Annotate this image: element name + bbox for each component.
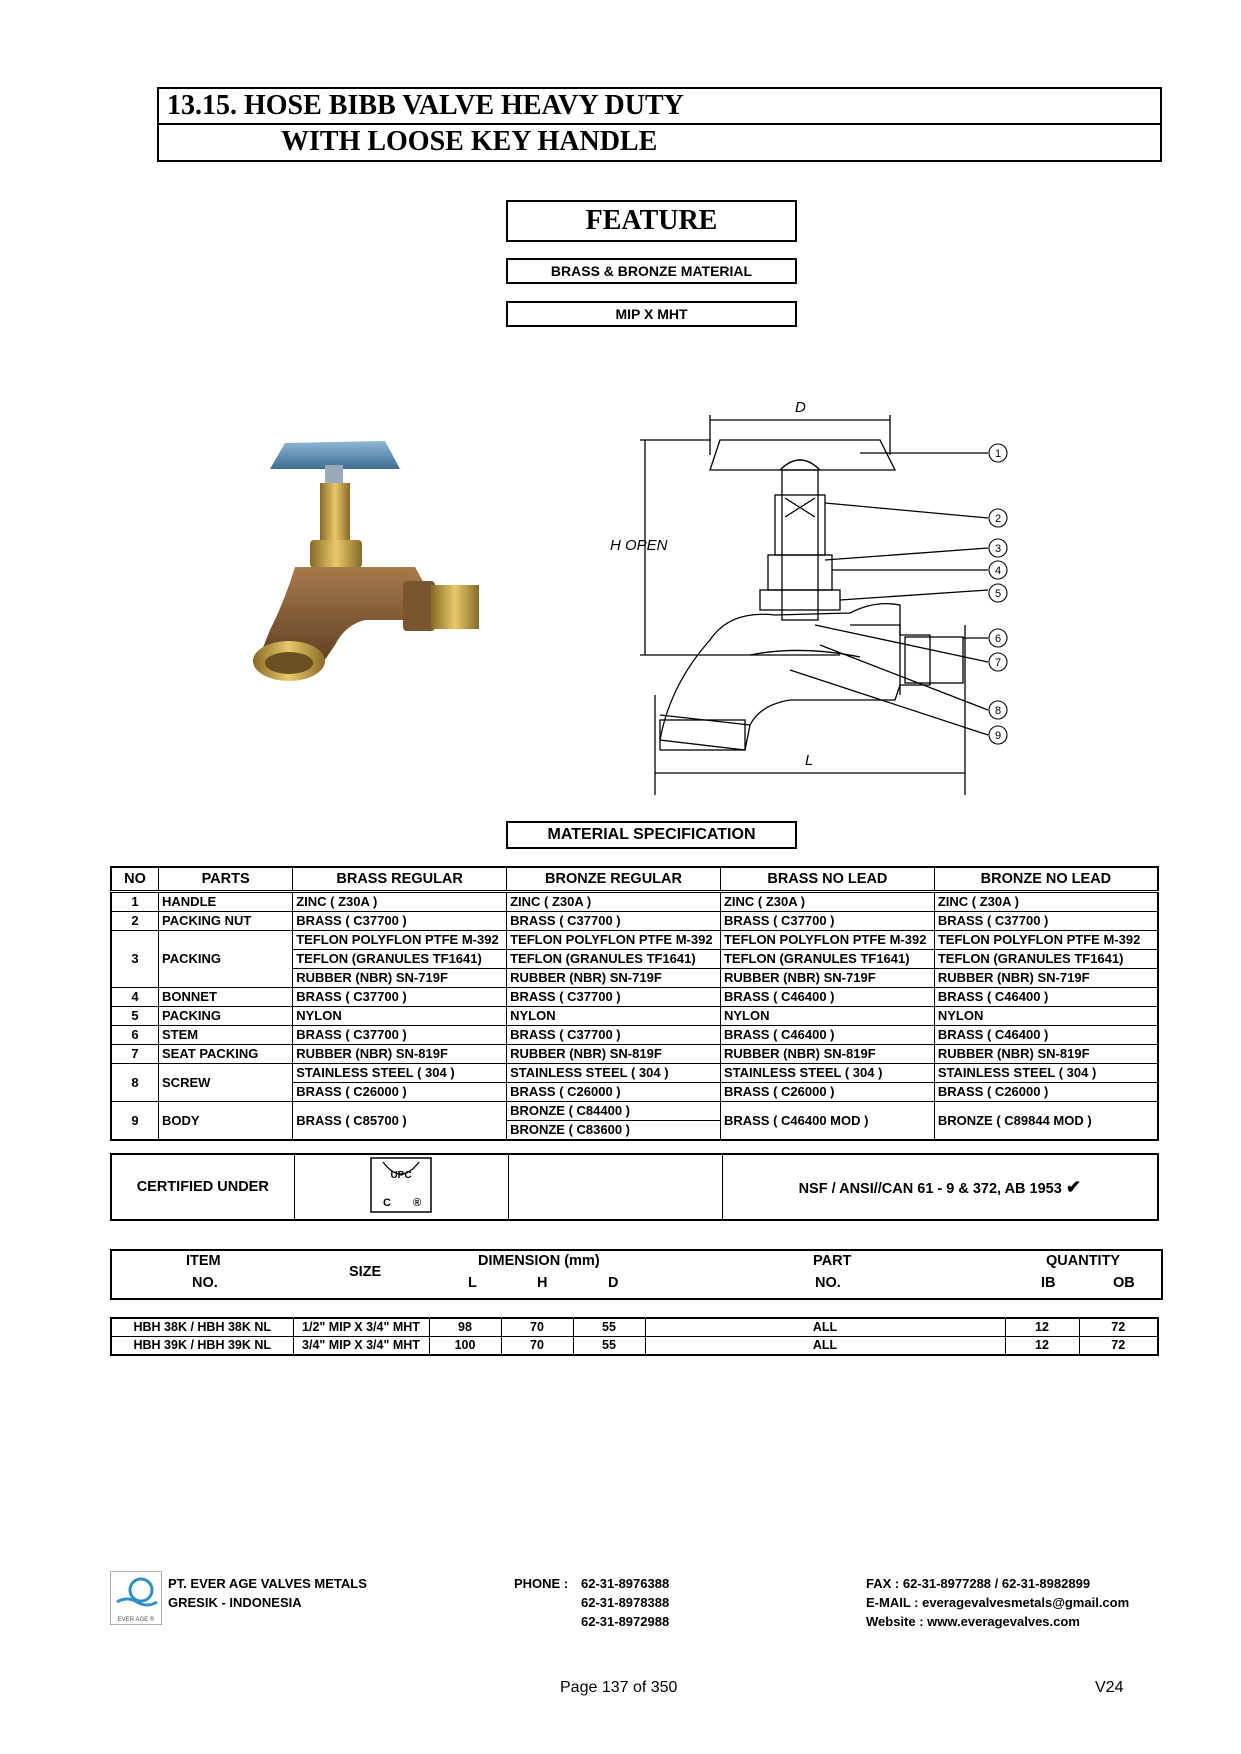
dim-l-label: L — [805, 752, 814, 769]
callout-7: 7 — [994, 657, 1002, 669]
mat-row — [111, 1007, 1158, 1026]
dim-cell-ob: 72 — [1079, 1318, 1158, 1337]
mat-value: RUBBER (NBR) SN-819F — [934, 1045, 1158, 1064]
wave-logo-icon — [111, 1572, 161, 1612]
mat-value: BRASS ( C37700 ) — [293, 988, 507, 1007]
dimension-row — [111, 1318, 1158, 1337]
mat-no: 6 — [111, 1026, 159, 1045]
mat-part: SCREW — [159, 1064, 293, 1102]
hdr-quantity: QUANTITY — [1046, 1253, 1121, 1269]
svg-text:®: ® — [413, 1197, 422, 1209]
dim-cell-l: 100 — [429, 1337, 501, 1356]
callout-5: 5 — [994, 588, 1002, 600]
mat-part: BODY — [159, 1102, 293, 1141]
title-line-1: 13.15. HOSE BIBB VALVE HEAVY DUTY — [159, 89, 1160, 125]
dim-cell-part: ALL — [645, 1318, 1005, 1337]
mat-value: RUBBER (NBR) SN-819F — [293, 1045, 507, 1064]
hdr-item-no: NO. — [192, 1275, 218, 1291]
dim-d-label: D — [795, 399, 806, 416]
mat-header-3: BRONZE REGULAR — [507, 867, 721, 892]
callout-6: 6 — [994, 633, 1002, 645]
mat-value: ZINC ( Z30A ) — [293, 892, 507, 912]
title-box — [157, 87, 1162, 162]
dim-cell-size: 3/4" MIP X 3/4" MHT — [293, 1337, 429, 1356]
mat-part: PACKING — [159, 1007, 293, 1026]
mat-no: 4 — [111, 988, 159, 1007]
mat-row — [111, 1064, 1158, 1083]
hdr-item: ITEM — [186, 1253, 221, 1269]
mat-value: TEFLON (GRANULES TF1641) — [293, 950, 507, 969]
mat-value: TEFLON POLYFLON PTFE M-392 — [507, 931, 721, 950]
hdr-dimension: DIMENSION (mm) — [478, 1253, 600, 1269]
dim-cell-l: 98 — [429, 1318, 501, 1337]
hdr-ob: OB — [1113, 1275, 1135, 1291]
mat-no: 8 — [111, 1064, 159, 1102]
hdr-part: PART — [813, 1253, 852, 1269]
mat-no: 1 — [111, 892, 159, 912]
mat-value: BRASS ( C26000 ) — [507, 1083, 721, 1102]
mat-part: BONNET — [159, 988, 293, 1007]
mat-value: BRASS ( C37700 ) — [934, 912, 1158, 931]
mat-header-4: BRASS NO LEAD — [720, 867, 934, 892]
dim-h-label: H OPEN — [610, 537, 668, 554]
mat-value: RUBBER (NBR) SN-819F — [720, 1045, 934, 1064]
callout-3: 3 — [994, 543, 1002, 555]
mat-value: BRASS ( C46400 ) — [934, 1026, 1158, 1045]
callout-2: 2 — [994, 513, 1002, 525]
mat-header-1: PARTS — [159, 867, 293, 892]
mat-value: RUBBER (NBR) SN-719F — [934, 969, 1158, 988]
mat-value: ZINC ( Z30A ) — [934, 892, 1158, 912]
callout-1: 1 — [994, 448, 1002, 460]
material-spec-table — [110, 866, 1159, 1141]
mat-value: BRASS ( C46400 MOD ) — [720, 1102, 934, 1141]
dim-cell-ib: 12 — [1005, 1318, 1079, 1337]
mat-value: TEFLON POLYFLON PTFE M-392 — [934, 931, 1158, 950]
callout-9: 9 — [994, 730, 1002, 742]
mat-row — [111, 912, 1158, 931]
footer-company: PT. EVER AGE VALVES METALS GRESIK - INDONESIA — [168, 1576, 367, 1610]
certified-label: CERTIFIED UNDER — [111, 1154, 294, 1220]
mat-value: RUBBER (NBR) SN-819F — [507, 1045, 721, 1064]
upc-mark-icon — [369, 1156, 433, 1214]
mat-value: TEFLON (GRANULES TF1641) — [720, 950, 934, 969]
mat-value: BRASS ( C46400 ) — [720, 1026, 934, 1045]
footer-phone-label: PHONE : — [514, 1576, 569, 1591]
dimension-table — [110, 1317, 1159, 1356]
mat-value: BRASS ( C37700 ) — [293, 912, 507, 931]
mat-value: TEFLON POLYFLON PTFE M-392 — [293, 931, 507, 950]
mat-no: 9 — [111, 1102, 159, 1141]
mat-row — [111, 892, 1158, 912]
dim-cell-h: 70 — [501, 1337, 573, 1356]
mat-value: BRONZE ( C89844 MOD ) — [934, 1102, 1158, 1141]
mat-part: PACKING — [159, 931, 293, 988]
dimension-row — [111, 1337, 1158, 1356]
logo-text: EVER AGE ® — [117, 1617, 155, 1623]
mat-value: ZINC ( Z30A ) — [507, 892, 721, 912]
dim-cell-d: 55 — [573, 1337, 645, 1356]
hdr-h: H — [537, 1275, 548, 1291]
dim-cell-item: HBH 38K / HBH 38K NL — [111, 1318, 293, 1337]
callout-4: 4 — [994, 565, 1002, 577]
mat-header-5: BRONZE NO LEAD — [934, 867, 1158, 892]
mat-no: 7 — [111, 1045, 159, 1064]
mat-part: SEAT PACKING — [159, 1045, 293, 1064]
mat-value: NYLON — [293, 1007, 507, 1026]
dim-cell-part: ALL — [645, 1337, 1005, 1356]
mat-part: HANDLE — [159, 892, 293, 912]
mat-value: BRASS ( C26000 ) — [934, 1083, 1158, 1102]
mat-value: BRASS ( C37700 ) — [507, 1026, 721, 1045]
mat-row — [111, 1102, 1158, 1121]
mat-value: BRASS ( C26000 ) — [720, 1083, 934, 1102]
hdr-d: D — [608, 1275, 619, 1291]
footer-website[interactable]: Website : www.everagevalves.com — [866, 1614, 1080, 1629]
mat-value: BRASS ( C46400 ) — [720, 988, 934, 1007]
mat-header-0: NO — [111, 867, 159, 892]
mat-value: STAINLESS STEEL ( 304 ) — [293, 1064, 507, 1083]
mat-value: TEFLON (GRANULES TF1641) — [507, 950, 721, 969]
mat-value: NYLON — [934, 1007, 1158, 1026]
footer-phones: 62-31-8976388 62-31-8978388 62-31-8972988 — [581, 1576, 670, 1629]
mat-value: ZINC ( Z30A ) — [720, 892, 934, 912]
mat-value: RUBBER (NBR) SN-719F — [507, 969, 721, 988]
mat-value: BRASS ( C46400 ) — [934, 988, 1158, 1007]
mat-value: STAINLESS STEEL ( 304 ) — [507, 1064, 721, 1083]
dim-cell-ib: 12 — [1005, 1337, 1079, 1356]
mat-value: BRASS ( C26000 ) — [293, 1083, 507, 1102]
svg-text:UPC: UPC — [390, 1170, 412, 1181]
mat-value: BRASS ( C37700 ) — [720, 912, 934, 931]
hdr-ib: IB — [1041, 1275, 1056, 1291]
mat-value: RUBBER (NBR) SN-719F — [720, 969, 934, 988]
callout-8: 8 — [994, 705, 1002, 717]
dim-cell-item: HBH 39K / HBH 39K NL — [111, 1337, 293, 1356]
title-line-2: WITH LOOSE KEY HANDLE — [281, 126, 658, 157]
svg-text:C: C — [383, 1197, 391, 1209]
mat-row — [111, 931, 1158, 950]
valve-drawing — [600, 395, 1020, 795]
dimension-header — [110, 1249, 1163, 1300]
dim-cell-h: 70 — [501, 1318, 573, 1337]
mat-value: BRASS ( C37700 ) — [507, 912, 721, 931]
dim-cell-size: 1/2" MIP X 3/4" MHT — [293, 1318, 429, 1337]
mat-value: BRASS ( C37700 ) — [293, 1026, 507, 1045]
mat-row — [111, 1026, 1158, 1045]
dim-cell-d: 55 — [573, 1318, 645, 1337]
hdr-size: SIZE — [349, 1264, 382, 1280]
feature-heading: FEATURE — [506, 200, 797, 242]
mat-no: 2 — [111, 912, 159, 931]
upc-logo — [294, 1154, 508, 1220]
feature-item-material: BRASS & BRONZE MATERIAL — [506, 258, 797, 284]
cert-blank — [508, 1154, 722, 1220]
material-spec-heading: MATERIAL SPECIFICATION — [506, 821, 797, 849]
footer-email[interactable]: E-MAIL : everagevalvesmetals@gmail.com — [866, 1595, 1130, 1610]
mat-part: PACKING NUT — [159, 912, 293, 931]
company-logo — [110, 1571, 162, 1625]
mat-value: BRASS ( C37700 ) — [507, 988, 721, 1007]
mat-value: BRONZE ( C83600 ) — [507, 1121, 721, 1141]
mat-no: 3 — [111, 931, 159, 988]
footer-contact: FAX : 62-31-8977288 / 62-31-8982899 E-MAIL : everagevalvesmetals@gmail.com Website : www.everagevalves.com — [866, 1576, 1130, 1629]
mat-no: 5 — [111, 1007, 159, 1026]
mat-value: STAINLESS STEEL ( 304 ) — [720, 1064, 934, 1083]
mat-row — [111, 988, 1158, 1007]
check-mark-icon: ✔ — [1065, 1176, 1081, 1197]
mat-part: STEM — [159, 1026, 293, 1045]
hdr-part-no: NO. — [815, 1275, 841, 1291]
mat-row — [111, 1045, 1158, 1064]
mat-value: NYLON — [720, 1007, 934, 1026]
mat-value: BRASS ( C85700 ) — [293, 1102, 507, 1141]
page-number: Page 137 of 350 — [560, 1679, 678, 1696]
valve-photo — [225, 435, 545, 715]
feature-item-connection: MIP X MHT — [506, 301, 797, 327]
cert-standard: NSF / ANSI//CAN 61 - 9 & 372, AB 1953 ✔ — [722, 1154, 1158, 1220]
mat-header-2: BRASS REGULAR — [293, 867, 507, 892]
certification-table — [110, 1153, 1159, 1221]
mat-value: TEFLON POLYFLON PTFE M-392 — [720, 931, 934, 950]
dim-cell-ob: 72 — [1079, 1337, 1158, 1356]
mat-value: BRONZE ( C84400 ) — [507, 1102, 721, 1121]
mat-value: TEFLON (GRANULES TF1641) — [934, 950, 1158, 969]
hdr-l: L — [468, 1275, 477, 1291]
mat-value: NYLON — [507, 1007, 721, 1026]
mat-value: STAINLESS STEEL ( 304 ) — [934, 1064, 1158, 1083]
mat-value: RUBBER (NBR) SN-719F — [293, 969, 507, 988]
version-label: V24 — [1095, 1679, 1124, 1696]
